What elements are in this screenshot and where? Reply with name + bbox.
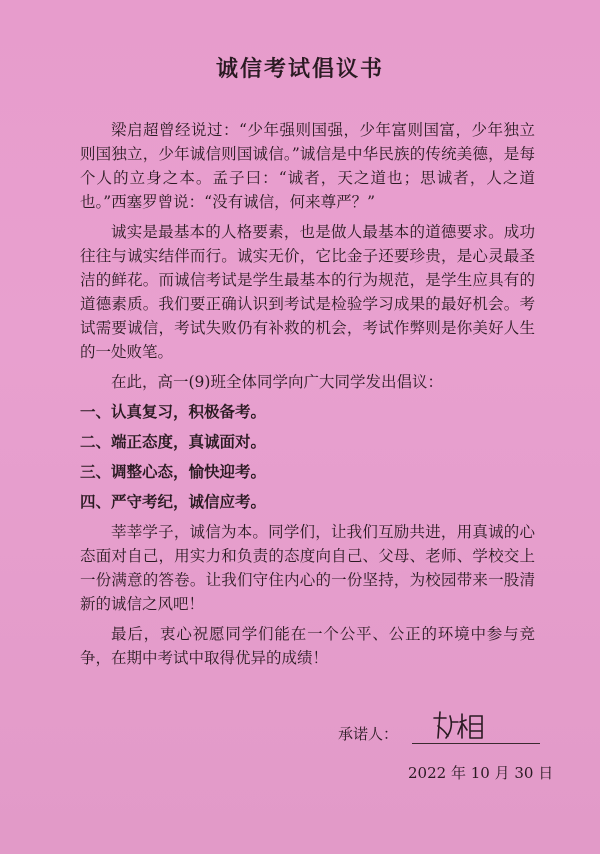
paragraph-call: 在此，高一(9)班全体同学向广大同学发出倡议： xyxy=(111,373,443,391)
proposal-item: 二、端正态度，真诚面对。 xyxy=(80,432,267,451)
document-body xyxy=(80,118,535,676)
paragraph-honesty: 诚实是最基本的人格要素，也是做人最基本的道德要求。成功往往与诚实结伴而行。诚实无价，它比金子还要珍贵，是心灵最圣洁的鲜花。而诚信考试是学生最基本的行为规范，是学生应具有的道德素质。我们要正确认识到考试是检验学习成果的最好机会。考试需要诚信，考试失败仍有补救的机会，考试作弊则是你美好人生的一处败笔。 xyxy=(80,223,535,361)
proposal-item: 一、认真复习，积极备考。 xyxy=(80,402,267,421)
paragraph-wishes: 最后，衷心祝愿同学们能在一个公平、公正的环境中参与竞争，在期中考试中取得优异的成绩！ xyxy=(80,625,535,667)
document-title: 诚信考试倡议书 xyxy=(215,56,384,82)
paragraph-appeal: 莘莘学子，诚信为本。同学们，让我们互励共进，用真诚的心态面对自己，用实力和负责的态度向自己、父母、老师、学校交上一份满意的答卷。让我们守住内心的一份坚持，为校园带来一股清新的诚信之风吧！ xyxy=(80,523,535,613)
signer-label: 承诺人： xyxy=(338,725,399,743)
handwritten-signature xyxy=(430,708,490,742)
proposal-item: 三、调整心态，愉快迎考。 xyxy=(80,462,267,481)
proposal-item: 四、严守考纪，诚信应考。 xyxy=(80,492,267,511)
document-date: 2022 年 10 月 30 日 xyxy=(408,764,554,782)
signature-line xyxy=(412,743,540,744)
paragraph-intro: 梁启超曾经说过：“少年强则国强，少年富则国富，少年独立则国独立，少年诚信则国诚信。”诚信是中华民族的传统美德，是每个人的立身之本。孟子曰：“诚者，天之道也；思诚者，人之道也。”西塞罗曾说：“没有诚信，何来尊严？” xyxy=(80,121,535,211)
